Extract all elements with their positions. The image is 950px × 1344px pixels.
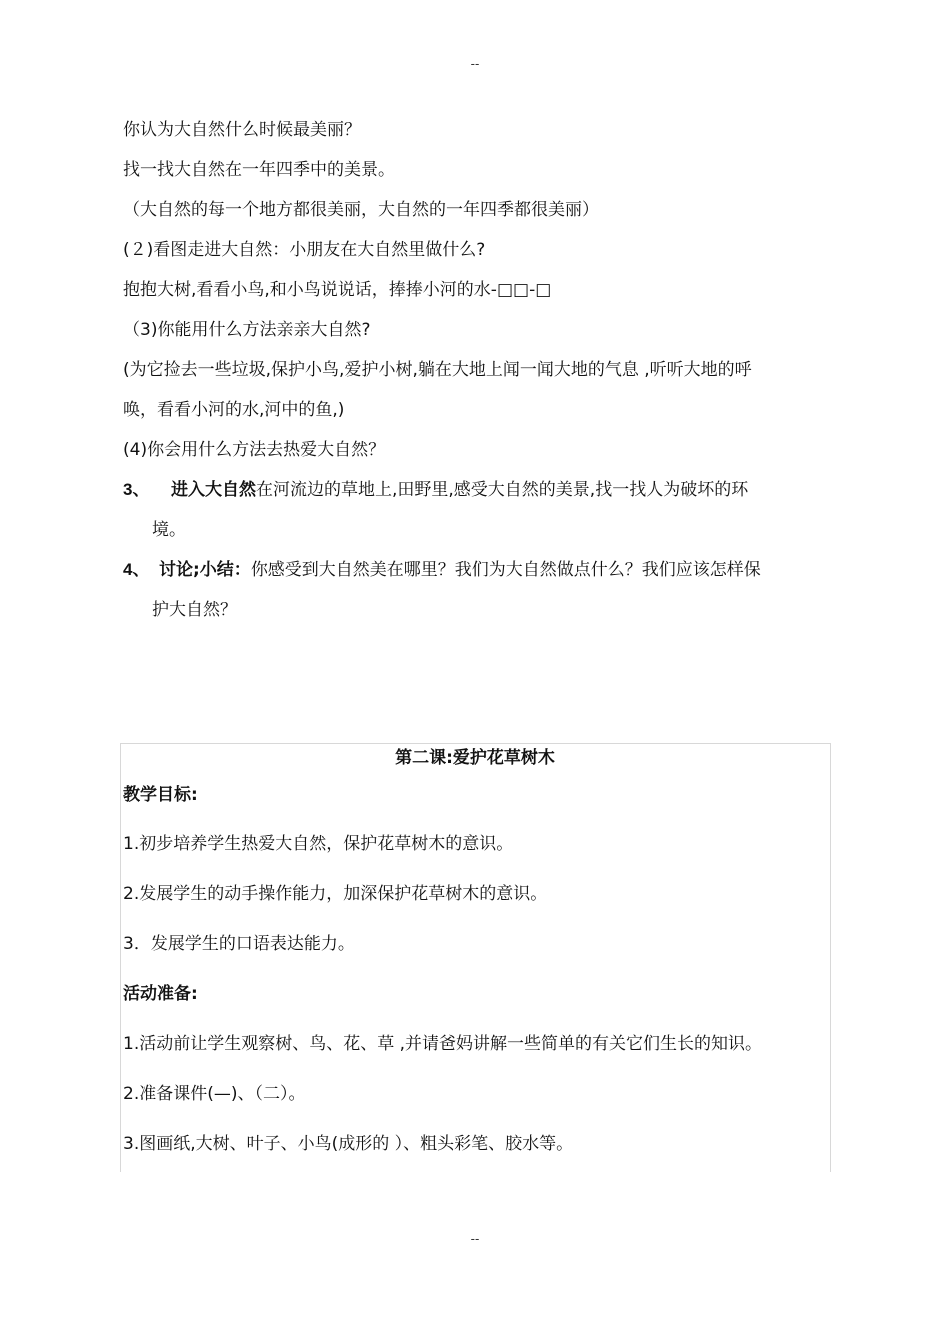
goal-item: 3．发展学生的口语表达能力。 [123,934,355,954]
answer-beauty: （大自然的每一个地方都很美丽，大自然的一年四季都很美丽） [123,200,599,220]
prep-item: 3.图画纸,大树、叶子、小鸟(成形的 ）、粗头彩笔、胶水等。 [123,1134,574,1154]
find-seasons: 找一找大自然在一年四季中的美景。 [123,160,395,180]
answer-2: 抱抱大树,看看小鸟,和小鸟说说话，捧捧小河的水-□□-□ [123,280,552,300]
step-3-text: 在河流边的草地上,田野里,感受大自然的美景,找一找人为破坏的环 [256,480,749,500]
lesson2-frame [120,743,831,1172]
answer-3-line2: 唤，看看小河的水,河中的鱼,) [123,400,345,420]
step-4-title: 讨论;小结： [159,560,251,580]
step-4 [123,560,838,580]
prep-item: 1.活动前让学生观察树、鸟、花、草 ,并请爸妈讲解一些简单的有关它们生长的知识。 [123,1034,763,1054]
step-3-number: 3、 [123,480,150,499]
step-3-title: 进入大自然 [171,480,256,500]
prep-item: 2.准备课件(—)、（二）。 [123,1084,306,1104]
step-4-continuation: 护大自然？ [152,600,237,620]
step-4-number: 4、 [123,560,150,579]
prep-heading: 活动准备: [123,984,198,1004]
question-4: (4)你会用什么方法去热爱大自然？ [123,440,386,460]
goals-heading: 教学目标: [123,785,198,805]
step-3-continuation: 境。 [152,520,186,540]
page-marker-bottom: -- [470,1231,480,1246]
question-2: (２)看图走进大自然：小朋友在大自然里做什么? [123,240,486,260]
answer-3-line1: (为它捡去一些垃圾,保护小鸟,爱护小树,躺在大地上闻一闻大地的气息 ,听听大地的呼 [123,360,752,380]
step-4-text: 你感受到大自然美在哪里？我们为大自然做点什么？我们应该怎样保 [250,560,761,580]
lesson2-title: 第二课:爱护花草树木 [395,748,555,768]
goal-item: 1.初步培养学生热爱大自然，保护花草树木的意识。 [123,834,514,854]
step-3 [123,480,838,500]
page-marker-top: -- [470,56,480,71]
question-beauty: 你认为大自然什么时候最美丽？ [123,120,361,140]
question-3: （3)你能用什么方法亲亲大自然? [123,320,371,340]
goal-item: 2.发展学生的动手操作能力，加深保护花草树木的意识。 [123,884,548,904]
